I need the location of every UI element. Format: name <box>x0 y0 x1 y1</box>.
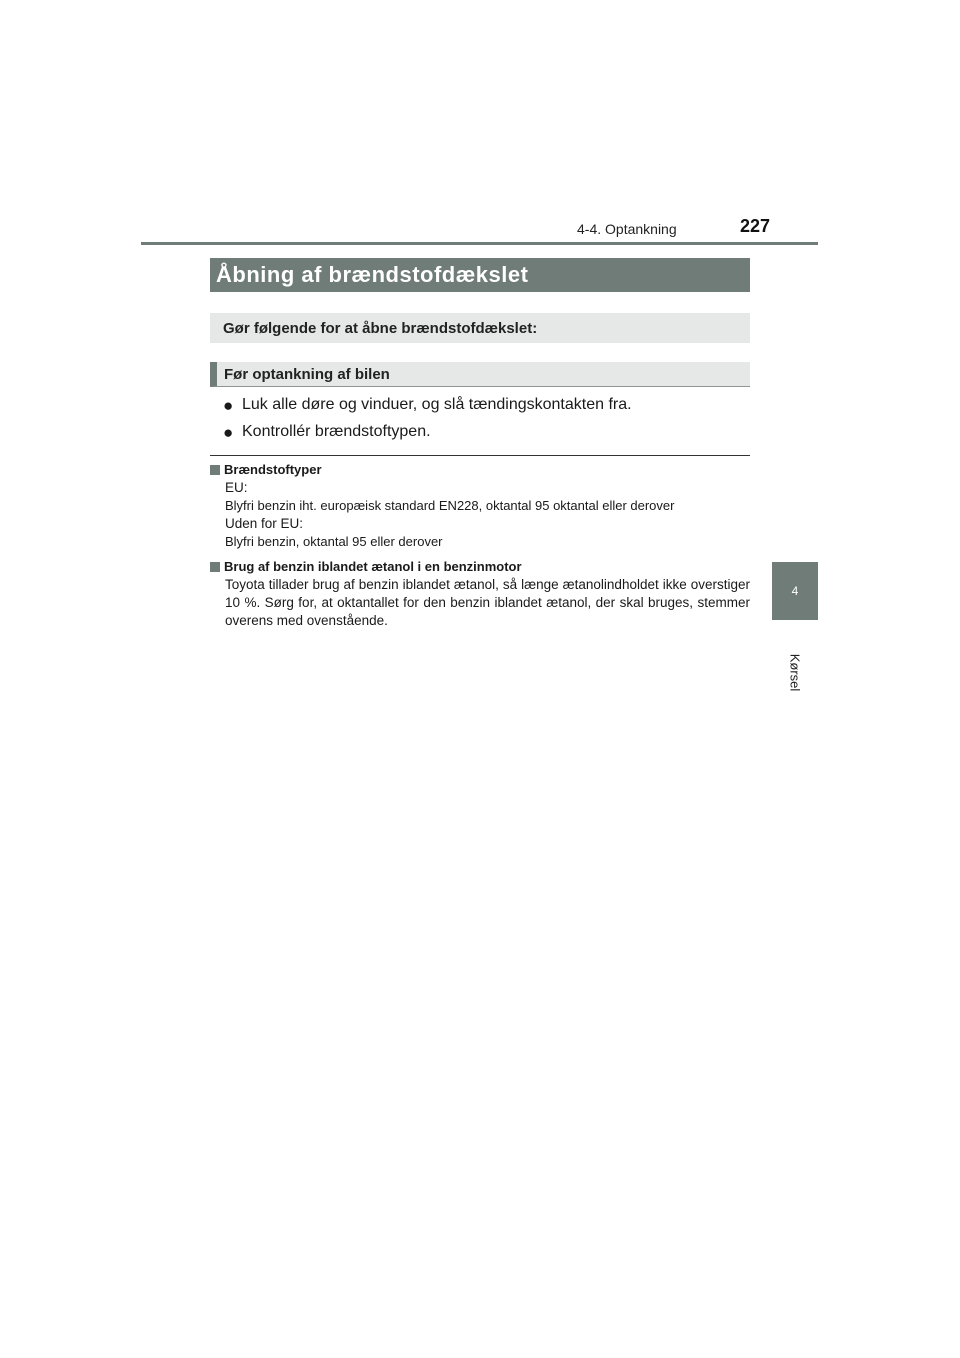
bullet-icon: ● <box>223 396 234 415</box>
note-title-text: Brug af benzin iblandet ætanol i en benzinmotor <box>224 559 522 574</box>
note-title <box>210 559 750 574</box>
note-title-text: Brændstoftyper <box>224 462 322 477</box>
page-number: 227 <box>740 216 771 236</box>
chapter-label: Kørsel <box>787 653 803 692</box>
note-fuel-types <box>210 462 750 551</box>
header-section-title: 4-4. Optankning <box>577 221 677 237</box>
header-rule <box>141 242 818 245</box>
note-line: Blyfri benzin, oktantal 95 eller derover <box>225 534 443 549</box>
section-divider <box>210 455 750 456</box>
list-item <box>223 396 750 416</box>
chapter-tab <box>772 562 818 620</box>
bullet-list <box>223 396 750 450</box>
note-line: EU: <box>225 480 248 495</box>
square-bullet-icon <box>210 465 220 475</box>
note-ethanol <box>210 559 750 630</box>
subheading-text: Før optankning af bilen <box>224 365 390 383</box>
note-body: Toyota tillader brug af benzin iblandet ætanol, så længe ætanolindholdet ikke overstiger 10 %. Sørg for, at oktantallet for den benzin iblandet ætanol, der skal bruges, stemmer overens med ovenstående. <box>225 577 750 628</box>
subheading <box>210 362 750 387</box>
chapter-number: 4 <box>791 584 799 598</box>
bullet-text: Luk alle døre og vinduer, og slå tændingskontakten fra. <box>242 396 632 413</box>
intro-box <box>210 313 750 343</box>
note-title <box>210 462 750 477</box>
section-title <box>210 258 750 292</box>
intro-text: Gør følgende for at åbne brændstofdækslet: <box>223 319 538 337</box>
list-item <box>223 423 750 443</box>
section-title-text: Åbning af brændstofdækslet <box>216 262 529 287</box>
bullet-text: Kontrollér brændstoftypen. <box>242 423 431 440</box>
note-body <box>210 479 750 551</box>
note-line: Blyfri benzin iht. europæisk standard EN228, oktantal 95 oktantal eller derover <box>225 498 675 513</box>
note-line: Uden for EU: <box>225 516 304 531</box>
square-bullet-icon <box>210 562 220 572</box>
bullet-icon: ● <box>223 423 234 442</box>
